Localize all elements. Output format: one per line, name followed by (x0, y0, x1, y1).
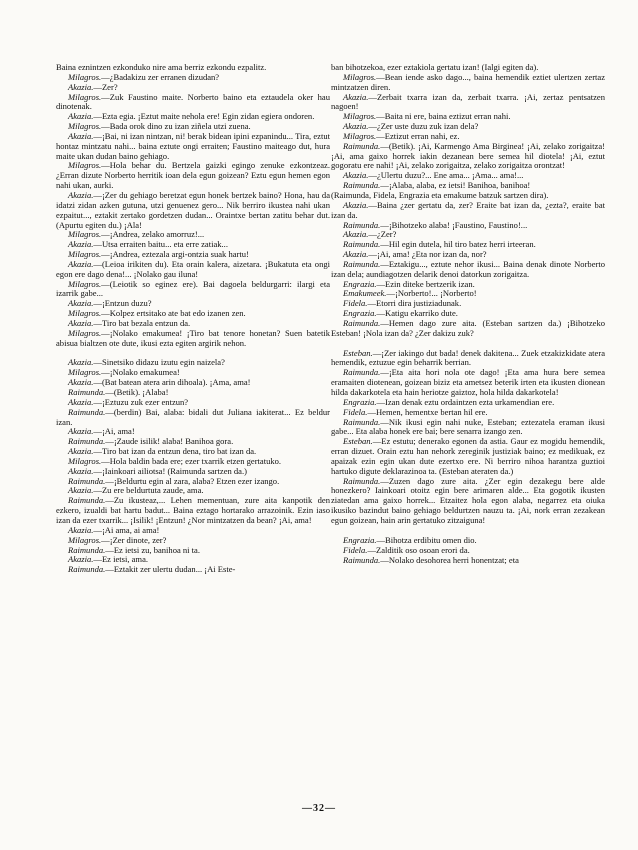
speaker-name: Akazia. (68, 81, 94, 92)
left-paragraph: Akazia.—Tiro bat izan da entzun dena, tiro bat izan da. (68, 446, 257, 457)
left-paragraph: Akazia.—Zer? (68, 81, 118, 92)
speaker-name: Milagros. (68, 91, 102, 102)
right-paragraph: (Raimunda, Fidela, Engrazia eta emakume batzuk sartzen dira). (331, 189, 549, 200)
left-paragraph: Milagros.—¡Nolako emakumea! ¡Tiro bat tenore honetan? Suen batetik abisua bialtzen ote dute, ikusi ezta egiten argirik nehon. (56, 327, 330, 348)
right-paragraph: Emakumeek.—¡Norberto!... ¡Norberto! (343, 288, 477, 299)
speaker-name: Raimunda. (343, 219, 381, 230)
right-paragraph: Engrazia.—Bihotza erdibitu omen dio. (343, 534, 477, 545)
speaker-name: Akazia. (68, 396, 94, 407)
right-paragraph: Akazia.—¿Ulertu duzu?... Ene ama... ¡Ama... ama!... (343, 170, 524, 181)
speaker-name: Raimunda. (68, 495, 106, 506)
right-paragraph: Engrazia.—Katigu ekarriko dute. (343, 308, 458, 319)
right-paragraph: Raimunda.—(Betik). ¡Ai, Karmengo Ama Birginea! ¡Ai, zelako zorigaitza! ¡Ai, ama gaixo horrek iakin dezanean bere semea hil diotela! ¡Ai, eztut gogoratu ere nahi! ¡Ai, zelako zorigaitza, zelako zorigaitza orontzat! (331, 140, 605, 171)
left-paragraph: Raimunda.—(Betik). ¡Alaba! (68, 387, 169, 397)
speaker-name: Milagros. (343, 111, 377, 122)
speaker-name: Milagros. (68, 121, 102, 132)
speaker-name: Milagros. (68, 71, 102, 82)
speaker-name: Esteban. (343, 347, 373, 358)
speaker-name: Akazia. (68, 426, 94, 437)
right-paragraph: Akazia.—Baina ¿zer gertatu da, zer? Eraite bat izan da, ¿ezta?, eraite bat izan da. (331, 199, 605, 220)
right-paragraph: Akazia.—Zerbait txarra izan da, zerbait txarra. ¡Ai, zertaz pentsatzen nagoen! (331, 91, 605, 112)
speaker-name: Raimunda. (343, 180, 381, 191)
right-paragraph: Milagros.—Eztizut erran nahi, ez. (343, 130, 460, 141)
left-paragraph: Raimunda.—Ez ietsi zu, banihoa ni ta. (68, 544, 200, 555)
left-paragraph: Akazia.—Ezta egia. ¡Eztut maite nehola ere! Egin zidan egiera ondoren. (68, 111, 315, 122)
right-paragraph: Esteban.—¡Zer iakingo dut bada! denek dakitena... Zuek etzakizkidate atera hemendik, eztuzue egin beharrik berrian. (331, 347, 605, 368)
right-paragraph: Milagros.—Baita ni ere, baina eztizut erran nahi. (343, 111, 511, 122)
left-paragraph: Akazia.—¡Ai ama, ai ama! (68, 524, 160, 535)
speaker-name: Milagros. (68, 455, 102, 466)
page-number: —32— (302, 803, 336, 814)
speaker-name: Raimunda. (68, 544, 106, 555)
left-paragraph: Akazia.—(Leioa irikiten du). Eta orain kalera, aizetara. ¡Bukatuta eta ongi egon ere dago dena!... ¡Nolako gau iluna! (56, 258, 330, 279)
right-paragraph: Raimunda.—Zuzen dago zure aita. ¿Zer egin dezakegu bere alde honezkero? Iainkoari otoitz egin bere arimaren alde... Eta gogotik ikusten ziatedan ama gaixo horrek... Etzaitez hola egon alaba, negarrez eta oiuka ikusiko bazindut baino gehiago beldurtzen nauzu ta. ¡Ai, nork erran zezakean egun goizean, hain arin gertatuko zitzaiguna! (331, 475, 605, 525)
speaker-name: Akazia. (68, 111, 94, 122)
left-column (56, 63, 330, 575)
right-paragraph: Raimunda.—Hil egin dutela, hil tiro batez herri irteeran. (343, 239, 536, 250)
speaker-name: Raimunda. (343, 416, 381, 427)
speaker-name: Raimunda. (343, 239, 381, 250)
speaker-name: Raimunda. (68, 436, 106, 447)
speaker-name: Akazia. (68, 446, 94, 457)
left-paragraph: Raimunda.—Eztakit zer ulertu dudan... ¡Ai Este- (68, 564, 236, 575)
speaker-name: Milagros. (68, 229, 102, 240)
speaker-name: Milagros. (343, 71, 377, 82)
speaker-name: Akazia. (68, 377, 94, 388)
speaker-name: Akazia. (343, 199, 369, 210)
speaker-name: Milagros. (68, 249, 102, 260)
left-paragraph: Milagros.—(Leiotik so eginez ere). Bai dagoela beldurgarri: ilargi eta izarrik gabe... (56, 278, 330, 299)
speaker-name: Akazia. (68, 524, 94, 535)
left-paragraph: Milagros.—Zuk Faustino maite. Norberto baino eta eztaudela oker hau dinotenak. (56, 91, 330, 112)
left-paragraph: Milagros.—Kolpez ertsitako ate bat edo izanen zen. (68, 308, 246, 319)
speaker-name: Akazia. (343, 249, 369, 260)
left-paragraph: Akazia.—Sinetsiko didazu izutu egin naizela? (68, 357, 225, 368)
right-paragraph: Raimunda.—Nik ikusi egin nahi nuke, Esteban; eztezatela eraman ikusi gabe... Eta alaba honek ere bai; bere senarra izango zen. (331, 416, 605, 437)
speaker-name: Raimunda. (343, 258, 381, 269)
left-paragraph: Akazia.—¡Zer du gehiago beretzat egun honek bertzek baino? Hona, hau da idatzi zidan azken gutuna, utzi genuenez gero... Nik berriro ikustea nahi ukan ezpaitut..., eztakit zertako gordetzen dudan... Oraintxe bertan zatitu behar dut. (Apurtu egiten du.) ¡Ala! (56, 189, 330, 230)
speaker-name: Akazia. (68, 239, 94, 250)
speaker-name: Engrazia. (343, 534, 377, 545)
left-paragraph: Raimunda.—¡Beldurtu egin al zara, alaba? Etzen ezer izango. (68, 475, 280, 486)
speaker-name: Esteban. (343, 436, 373, 447)
left-paragraph: Akazia.—Utsa erraiten baitu... eta erre zatiak... (68, 239, 228, 250)
left-paragraph: Akazia.—¡Entzun duzu? (68, 298, 152, 309)
right-paragraph: Raimunda.—¡Alaba, alaba, ez ietsi! Banihoa, banihoa! (343, 180, 531, 191)
speaker-name: Raimunda. (343, 317, 381, 328)
speaker-name: Akazia. (68, 465, 94, 476)
speaker-name: Akazia. (343, 170, 369, 181)
speaker-name: Engrazia. (343, 396, 377, 407)
left-paragraph: Akazia.—Tiro bat bezala entzun da. (68, 317, 191, 328)
left-paragraph: Milagros.—Bada orok dino zu izan ziñela utzi zuena. (68, 121, 251, 132)
speaker-name: Raimunda. (343, 554, 381, 565)
left-paragraph: Akazia.—(Bat batean atera arin dihoala). ¡Ama, ama! (68, 377, 251, 388)
left-paragraph: Akazia.—Zu ere beldurtuta zaude, ama. (68, 485, 204, 496)
left-paragraph: Milagros.—Hola behar du. Bertzela gaizki egingo zenuke ezkontzeaz. ¿Erran dizute Norberto herritik ioan dela egun goizean? Eztu egun hemen egon nahi ukan, aurki. (56, 160, 330, 191)
speaker-name: Engrazia. (343, 278, 377, 289)
speaker-name: Milagros. (343, 130, 377, 141)
speaker-name: Akazia. (68, 485, 94, 496)
right-paragraph: Fidela.—Hemen, hementxe bertan hil ere. (343, 406, 488, 417)
speaker-name: Akazia. (68, 130, 94, 141)
speaker-name: Milagros. (68, 160, 102, 171)
left-paragraph: Milagros.—¡Zer dinote, zer? (68, 534, 167, 545)
speaker-name: Akazia. (68, 298, 94, 309)
right-paragraph: Akazia.—¿Zer uste duzu zuk izan dela? (343, 121, 479, 132)
speaker-name: Fidela. (343, 406, 368, 417)
right-paragraph: Engrazia.—Izan denak eztu ordaintzen ezta urkamendian ere. (343, 396, 555, 407)
left-paragraph: Akazia.—Ez ietsi, ama. (68, 554, 148, 565)
left-paragraph: Milagros.—¡Nolako emakumea! (68, 367, 180, 378)
left-paragraph: Akazia.—¡Bai, ni izan nintzan, ni! berak bidean ipini ezpanindu... Tira, eztut hontaz mintzatu nahi... baina eztute ongi erraiten; Faustino maiteago dut, hura maite ukan dudan baino gehiago. (56, 130, 330, 161)
right-paragraph: Fidela.—Zalditik oso osoan erori da. (343, 544, 470, 555)
right-paragraph: Akazia.—¿Zer? (343, 229, 397, 240)
right-column (331, 63, 605, 565)
speaker-name: Fidela. (343, 544, 368, 555)
left-paragraph: Akazia.—¡Ai, ama! (68, 426, 135, 437)
right-paragraph: Raimunda.—¡Bihotzeko alaba! ¡Faustino, Faustino!... (343, 219, 528, 230)
speaker-name: Akazia. (343, 91, 369, 102)
speaker-name: Milagros. (68, 367, 102, 378)
left-paragraph: Raimunda.—(berdin) Bai, alaba: bidali dut Juliana iakiterat... Ez beldur izan. (56, 406, 330, 427)
left-paragraph: Baina eznintzen ezkonduko nire ama berriz ezkondu ezpalitz. (56, 62, 267, 72)
speaker-name: Akazia. (68, 258, 94, 269)
speaker-name: Raimunda. (68, 387, 106, 397)
speaker-name: Raimunda. (68, 475, 106, 486)
right-paragraph: Milagros.—Bean iende asko dago..., baina hemendik eztiet ulertzen zertaz mintzatzen diren. (331, 71, 605, 92)
left-paragraph: Milagros.—¡Andrea, eztezala argi-ontzia suak hartu! (68, 249, 249, 260)
right-paragraph: Akazia.—¡Ai, ama! ¿Eta nor izan da, nor? (343, 249, 487, 260)
speaker-name: Raimunda. (343, 475, 381, 486)
speaker-name: Raimunda. (343, 367, 381, 378)
speaker-name: Emakumeek. (343, 288, 387, 299)
speaker-name: Engrazia. (343, 308, 377, 319)
speaker-name: Akazia. (68, 554, 94, 565)
speaker-name: Milagros. (68, 327, 102, 338)
left-paragraph: Raimunda.—Zu ikusteaz,... Lehen mementuan, zure aita kanpotik den ezkero, izualdi bat hartu badut... Baina eztago hortarako arrazoinik. Ezin iaso izan da ezer txarrik... ¡Isilik! ¡Entzun! ¿Nor mintzatzen da bean? ¡Ai, ama! (56, 495, 330, 525)
speaker-name: Akazia. (68, 189, 94, 200)
speaker-name: Raimunda. (343, 140, 381, 151)
speaker-name: Akazia. (68, 357, 94, 368)
speaker-name: Raimunda. (68, 406, 106, 417)
speaker-name: Milagros. (68, 534, 102, 545)
left-paragraph: Milagros.—¡Andrea, zelako amorruz!... (68, 229, 205, 240)
left-paragraph: Raimunda.—¡Zaude isilik! alaba! Banihoa gora. (68, 436, 234, 447)
right-paragraph: Raimunda.—Hemen dago zure aita. (Esteban sartzen da.) ¡Bihotzeko Esteban! ¡Nola izan da? ¿Zer dakizu zuk? (331, 317, 605, 338)
speaker-name: Fidela. (343, 298, 368, 309)
right-paragraph: ban bihotzekoa, ezer eztakiola gertatu izan! (Ialgi egiten da). (331, 62, 539, 72)
right-paragraph: Raimunda.—¡Eta aita hori nola ote dago! ¡Eta ama hura bere semea eramaiten diotenean, goizean biziz eta ametsez beterik irten eta ikusten dionean hilda dakarkotela eta hain heriotze gaiztoz, hola hilda dakarkotela! (331, 367, 605, 397)
left-paragraph: Akazia.—¡Eztuzu zuk ezer entzun? (68, 396, 189, 407)
right-paragraph: Raimunda.—Eztakigu..., eztute nehor ikusi... Baina denak dinote Norberto izan dela; aundiagotzen delarik denoi datorkun zorigaitza. (331, 258, 605, 279)
right-paragraph: Raimunda.—Nolako desohorea herri honentzat; eta (343, 554, 519, 565)
right-paragraph: Fidela.—Etorri dira justiziadunak. (343, 298, 462, 309)
left-paragraph: Milagros.—Hola baldin bada ere; ezer txarrik etzen gertatuko. (68, 455, 282, 466)
speaker-name: Akazia. (343, 229, 369, 240)
speaker-name: Milagros. (68, 278, 102, 289)
speaker-name: Milagros. (68, 308, 102, 319)
left-paragraph: Milagros.—¿Badakizu zer erranen dizudan? (68, 71, 220, 82)
right-paragraph: Engrazia.—Ezin diteke bertzerik izan. (343, 278, 475, 289)
right-paragraph: Esteban.—Ez estutu; denerako egonen da astia. Gaur ez mogidu hemendik, erran dizuet. Orain eztu han nehork zereginik justiziak baino; ez medikuak, ez apaizak ezin egin ukan dute ezertxo ere. Ni berriro nihoa harantza guztioi hartuko digute deklarazinoa ta. (Esteban ateraten da.) (331, 436, 605, 476)
speaker-name: Raimunda. (68, 564, 106, 575)
left-paragraph: Akazia.—¡Iainkoari ailiotsa! (Raimunda sartzen da.) (68, 465, 247, 476)
speaker-name: Akazia. (343, 121, 369, 132)
speaker-name: Akazia. (68, 317, 94, 328)
